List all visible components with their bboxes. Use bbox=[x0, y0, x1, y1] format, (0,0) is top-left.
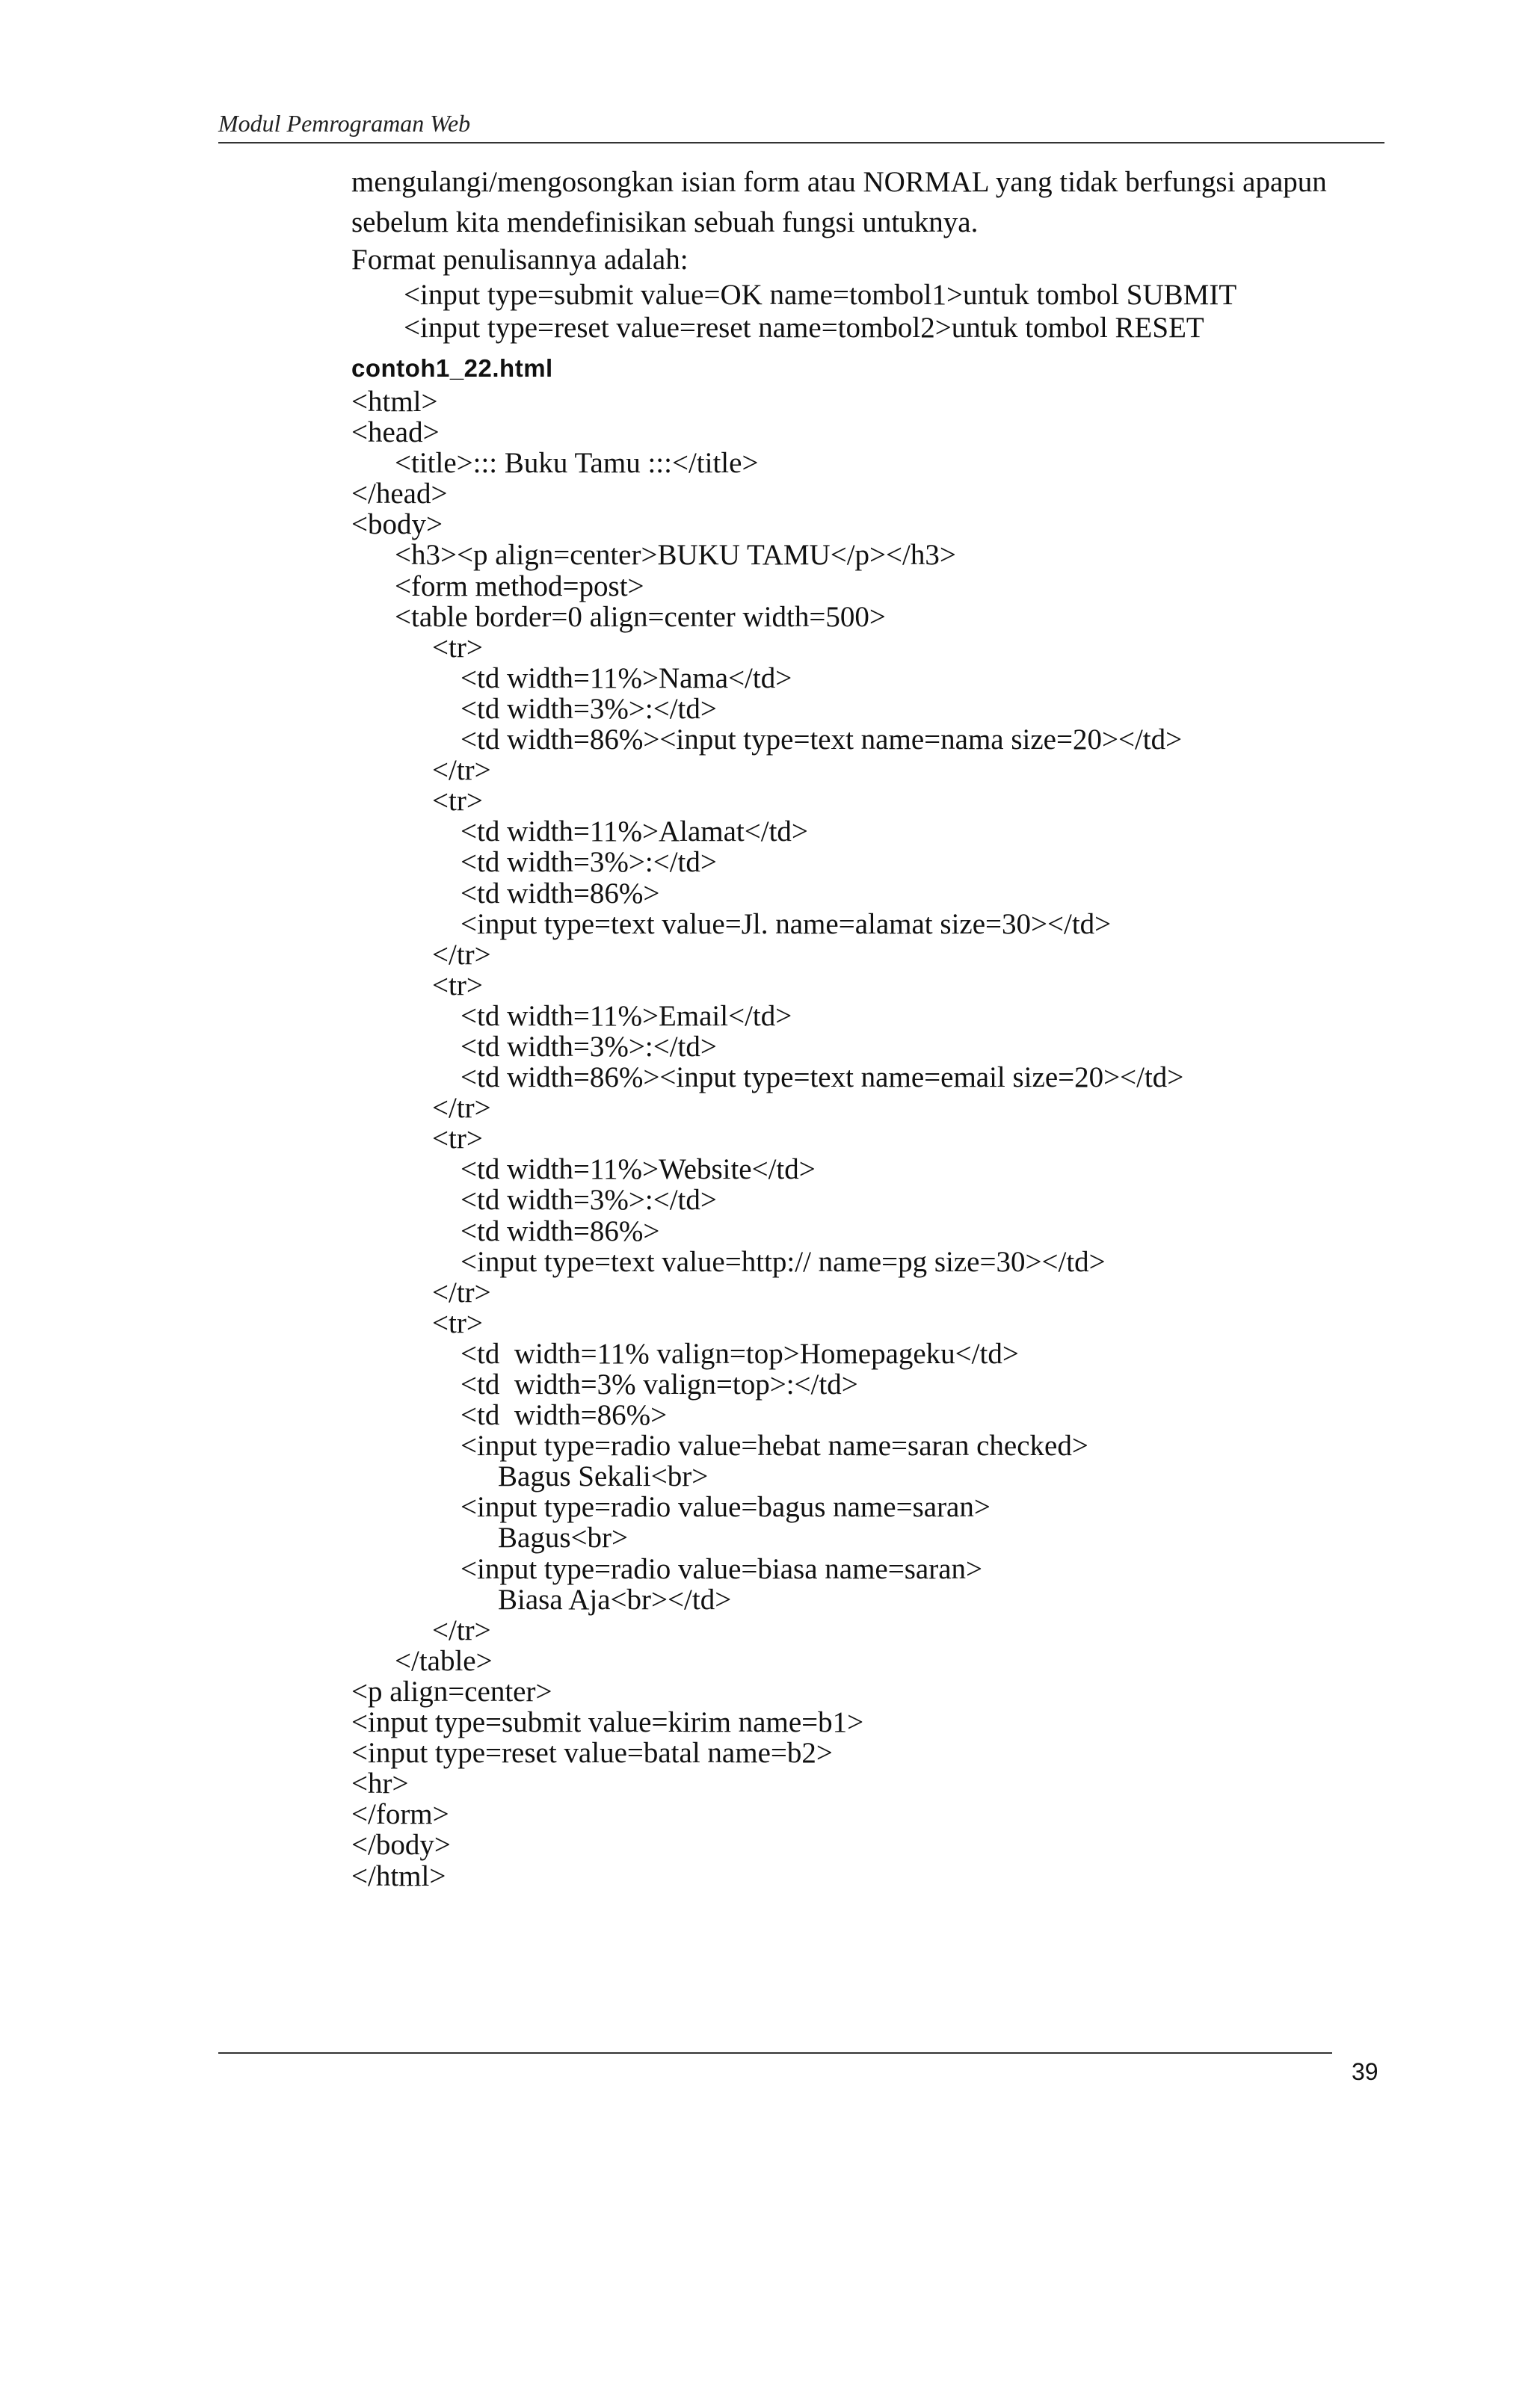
code-line: <td width=3%>:</td> bbox=[460, 1030, 717, 1063]
format-line-submit: <input type=submit value=OK name=tombol1>untuk tombol SUBMIT bbox=[404, 279, 1237, 311]
code-line: </body> bbox=[351, 1829, 451, 1862]
code-line: </tr> bbox=[432, 754, 491, 787]
code-line: <input type=radio value=bagus name=saran> bbox=[460, 1491, 991, 1524]
format-line-reset: <input type=reset value=reset name=tombol2>untuk tombol RESET bbox=[404, 312, 1204, 344]
page-content bbox=[351, 161, 1390, 1892]
intro-line-1: mengulangi/mengosongkan isian form atau NORMAL yang tidak berfungsi apapun bbox=[351, 166, 1327, 198]
code-line: Bagus<br> bbox=[498, 1522, 628, 1555]
code-line: <td width=3%>:</td> bbox=[460, 1184, 717, 1217]
code-line: Bagus Sekali<br> bbox=[498, 1460, 709, 1493]
code-line: <td width=86%> bbox=[460, 877, 660, 910]
code-line: <title>::: Buku Tamu :::</title> bbox=[395, 447, 759, 480]
code-line: </tr> bbox=[432, 1614, 491, 1646]
code-line: <tr> bbox=[432, 1123, 483, 1155]
code-line: <input type=radio value=hebat name=saran checked> bbox=[460, 1430, 1088, 1463]
header-divider bbox=[218, 142, 1384, 143]
code-line: <td width=3%>:</td> bbox=[460, 692, 717, 725]
code-line: <input type=text value=http:// name=pg size=30></td> bbox=[460, 1245, 1106, 1278]
code-line: <hr> bbox=[351, 1768, 409, 1800]
running-header: Modul Pemrograman Web bbox=[218, 110, 471, 137]
code-line: </table> bbox=[395, 1644, 493, 1677]
page-number: 39 bbox=[1352, 2058, 1378, 2085]
code-line: </tr> bbox=[432, 1092, 491, 1125]
code-line: <td width=3%>:</td> bbox=[460, 846, 717, 879]
code-line: <tr> bbox=[432, 969, 483, 1001]
code-line: <td width=86%> bbox=[460, 1399, 668, 1432]
code-line: <td width=11%>Website</td> bbox=[460, 1153, 816, 1186]
code-line: </head> bbox=[351, 478, 448, 510]
code-line: <p align=center> bbox=[351, 1675, 552, 1708]
format-label: Format penulisannya adalah: bbox=[351, 244, 689, 276]
code-line: <table border=0 align=center width=500> bbox=[395, 600, 886, 633]
code-line: <form method=post> bbox=[395, 569, 644, 602]
code-line: <body> bbox=[351, 508, 443, 541]
code-line: <tr> bbox=[432, 1306, 483, 1339]
code-line: <input type=text value=Jl. name=alamat size=30></td> bbox=[460, 907, 1112, 940]
footer-divider bbox=[218, 2052, 1332, 2054]
code-line: <td width=86%> bbox=[460, 1214, 660, 1247]
code-line: <td width=3% valign=top>:</td> bbox=[460, 1368, 858, 1401]
example-filename: contoh1_22.html bbox=[351, 354, 553, 382]
code-line: <td width=11%>Email</td> bbox=[460, 999, 792, 1032]
code-line: <td width=11%>Nama</td> bbox=[460, 661, 792, 694]
intro-line-2: sebelum kita mendefinisikan sebuah fungsi untuknya. bbox=[351, 206, 979, 238]
code-line: <input type=submit value=kirim name=b1> bbox=[351, 1706, 864, 1739]
code-line: </form> bbox=[351, 1798, 449, 1831]
code-listing bbox=[351, 386, 1390, 1892]
code-line: </tr> bbox=[432, 938, 491, 971]
code-line: <input type=radio value=biasa name=saran> bbox=[460, 1552, 983, 1585]
code-line: Biasa Aja<br></td> bbox=[498, 1583, 732, 1616]
code-line: <h3><p align=center>BUKU TAMU</p></h3> bbox=[395, 539, 956, 572]
code-line: <tr> bbox=[432, 631, 483, 664]
code-line: </tr> bbox=[432, 1276, 491, 1309]
code-line: <td width=11%>Alamat</td> bbox=[460, 815, 808, 848]
code-line: <td width=86%><input type=text name=nama size=20></td> bbox=[460, 723, 1183, 756]
code-line: <tr> bbox=[432, 785, 483, 818]
code-line: <td width=86%><input type=text name=email size=20></td> bbox=[460, 1061, 1184, 1094]
code-line: <td width=11% valign=top>Homepageku</td> bbox=[460, 1337, 1019, 1370]
code-line: <input type=reset value=batal name=b2> bbox=[351, 1737, 833, 1770]
code-line: <head> bbox=[351, 416, 440, 449]
code-line: </html> bbox=[351, 1859, 446, 1892]
code-line: <html> bbox=[351, 386, 438, 418]
